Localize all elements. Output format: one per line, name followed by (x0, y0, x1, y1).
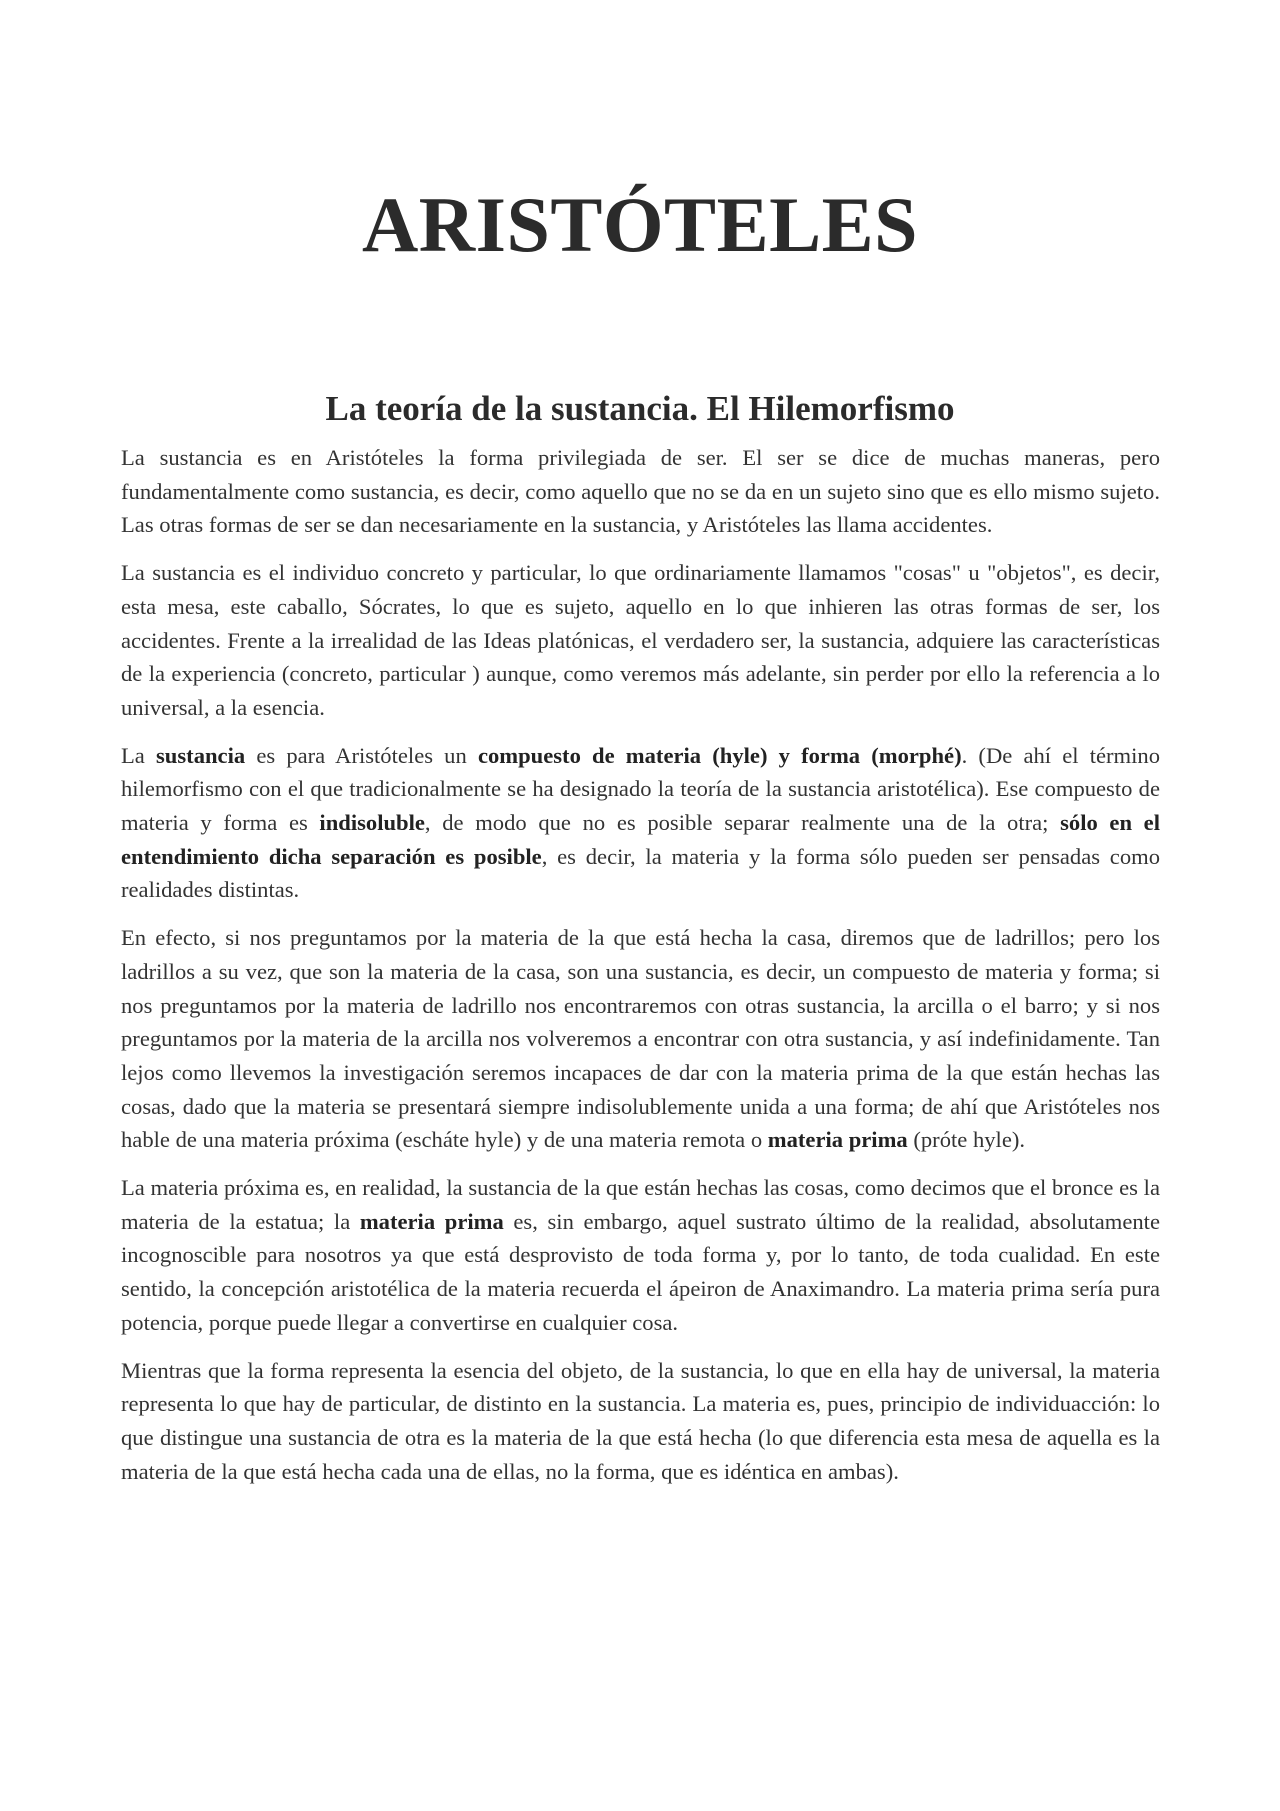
paragraph-text: La sustancia es en Aristóteles la forma privilegiada de ser. El ser se dice de muchas maneras, pero fundamentalmente como sustancia, es decir, como aquello que no se da en un sujeto sino que es ello mismo sujeto. Las otras formas de ser se dan necesariamente en la sustancia, y Aristóteles las llama accidentes. (121, 445, 1160, 538)
paragraph-text: , es decir, la materia y la forma sólo pueden ser pensadas como realidades distintas. (121, 843, 1161, 903)
paragraph-text: La sustancia es el individuo concreto y particular, lo que ordinariamente llamamos "cosas" u "objetos", es decir, esta mesa, este caballo, Sócrates, lo que es sujeto, aquello en lo que inhieren las otras formas de ser, los accidentes. Frente a la irrealidad de las Ideas platónicas, el verdadero ser, la sustancia, adquiere las características de la experiencia (concreto, particular ) aunque, como veremos más adelante, sin perder por ello la referencia a lo universal, a la esencia. (121, 560, 1160, 720)
paragraph-text: En efecto, si nos preguntamos por la materia de la que está hecha la casa, diremos que de ladrillos; pero los ladrillos a su vez, que son la materia de la casa, son una sustancia, es decir, un compuesto de materia y forma; si nos preguntamos por la materia de ladrillo nos encontraremos con otras sustancia, la arcilla o el barro; y si nos preguntamos por la materia de la arcilla nos volveremos a encontrar con otra sustancia, y así indefinidamente. Tan lejos como llevemos la investigación seremos incapaces de dar con la materia prima de la que están hechas las cosas, dado que la materia se presentará siempre indisolublemente unida a una forma; de ahí que Aristóteles nos hable de una materia próxima (escháte hyle) y de una materia remota o (121, 925, 1160, 1153)
emphasized-term: sustancia (156, 742, 246, 768)
paragraph-text: es para Aristóteles un (245, 742, 478, 768)
emphasized-term: indisoluble (319, 810, 425, 836)
body-paragraph (121, 1354, 1160, 1489)
body-paragraph (121, 1171, 1160, 1340)
section-title: La teoría de la sustancia. El Hilemorfismo (325, 389, 955, 428)
body-paragraph (121, 739, 1160, 908)
emphasized-term: compuesto de materia (hyle) y forma (morphé) (477, 742, 962, 768)
paragraph-text: La materia próxima es, en realidad, la sustancia de la que están hechas las cosas, como decimos que el bronce es la materia de la estatua; la (121, 1175, 1160, 1234)
emphasized-term: materia prima (767, 1127, 908, 1153)
emphasized-term: materia prima (359, 1208, 504, 1234)
emphasized-term: sólo en el entendimiento dicha separación es posible (121, 810, 1160, 869)
paragraph-text: La (121, 742, 157, 768)
document-body (121, 441, 1160, 1502)
body-paragraph (121, 556, 1160, 725)
document-title: ARISTÓTELES (361, 181, 919, 268)
paragraph-text: , de modo que no es posible separar realmente una de la otra; (424, 810, 1061, 836)
paragraph-text: . (De ahí el término hilemorfismo con el que tradicionalmente se ha designado la teoría de la sustancia aristotélica). Ese compuesto de materia y forma es (121, 742, 1160, 836)
body-paragraph (121, 441, 1160, 542)
paragraph-text: (próte hyle). (907, 1127, 1026, 1153)
paragraph-text: es, sin embargo, aquel sustrato último de la realidad, absolutamente incognoscible para nosotros ya que está desprovisto de toda forma y, por lo tanto, de toda cualidad. En este sentido, la concepción aristotélica de la materia recuerda el ápeiron de Anaximandro. La materia prima sería pura potencia, porque puede llegar a convertirse en cualquier cosa. (121, 1208, 1160, 1335)
paragraph-text: Mientras que la forma representa la esencia del objeto, de la sustancia, lo que en ella hay de universal, la materia representa lo que hay de particular, de distinto en la sustancia. La materia es, pues, principio de individuacción: lo que distingue una sustancia de otra es la materia de la que está hecha (lo que diferencia esta mesa de aquella es la materia de la que está hecha cada una de ellas, no la forma, que es idéntica en ambas). (121, 1357, 1160, 1484)
body-paragraph (121, 921, 1160, 1157)
